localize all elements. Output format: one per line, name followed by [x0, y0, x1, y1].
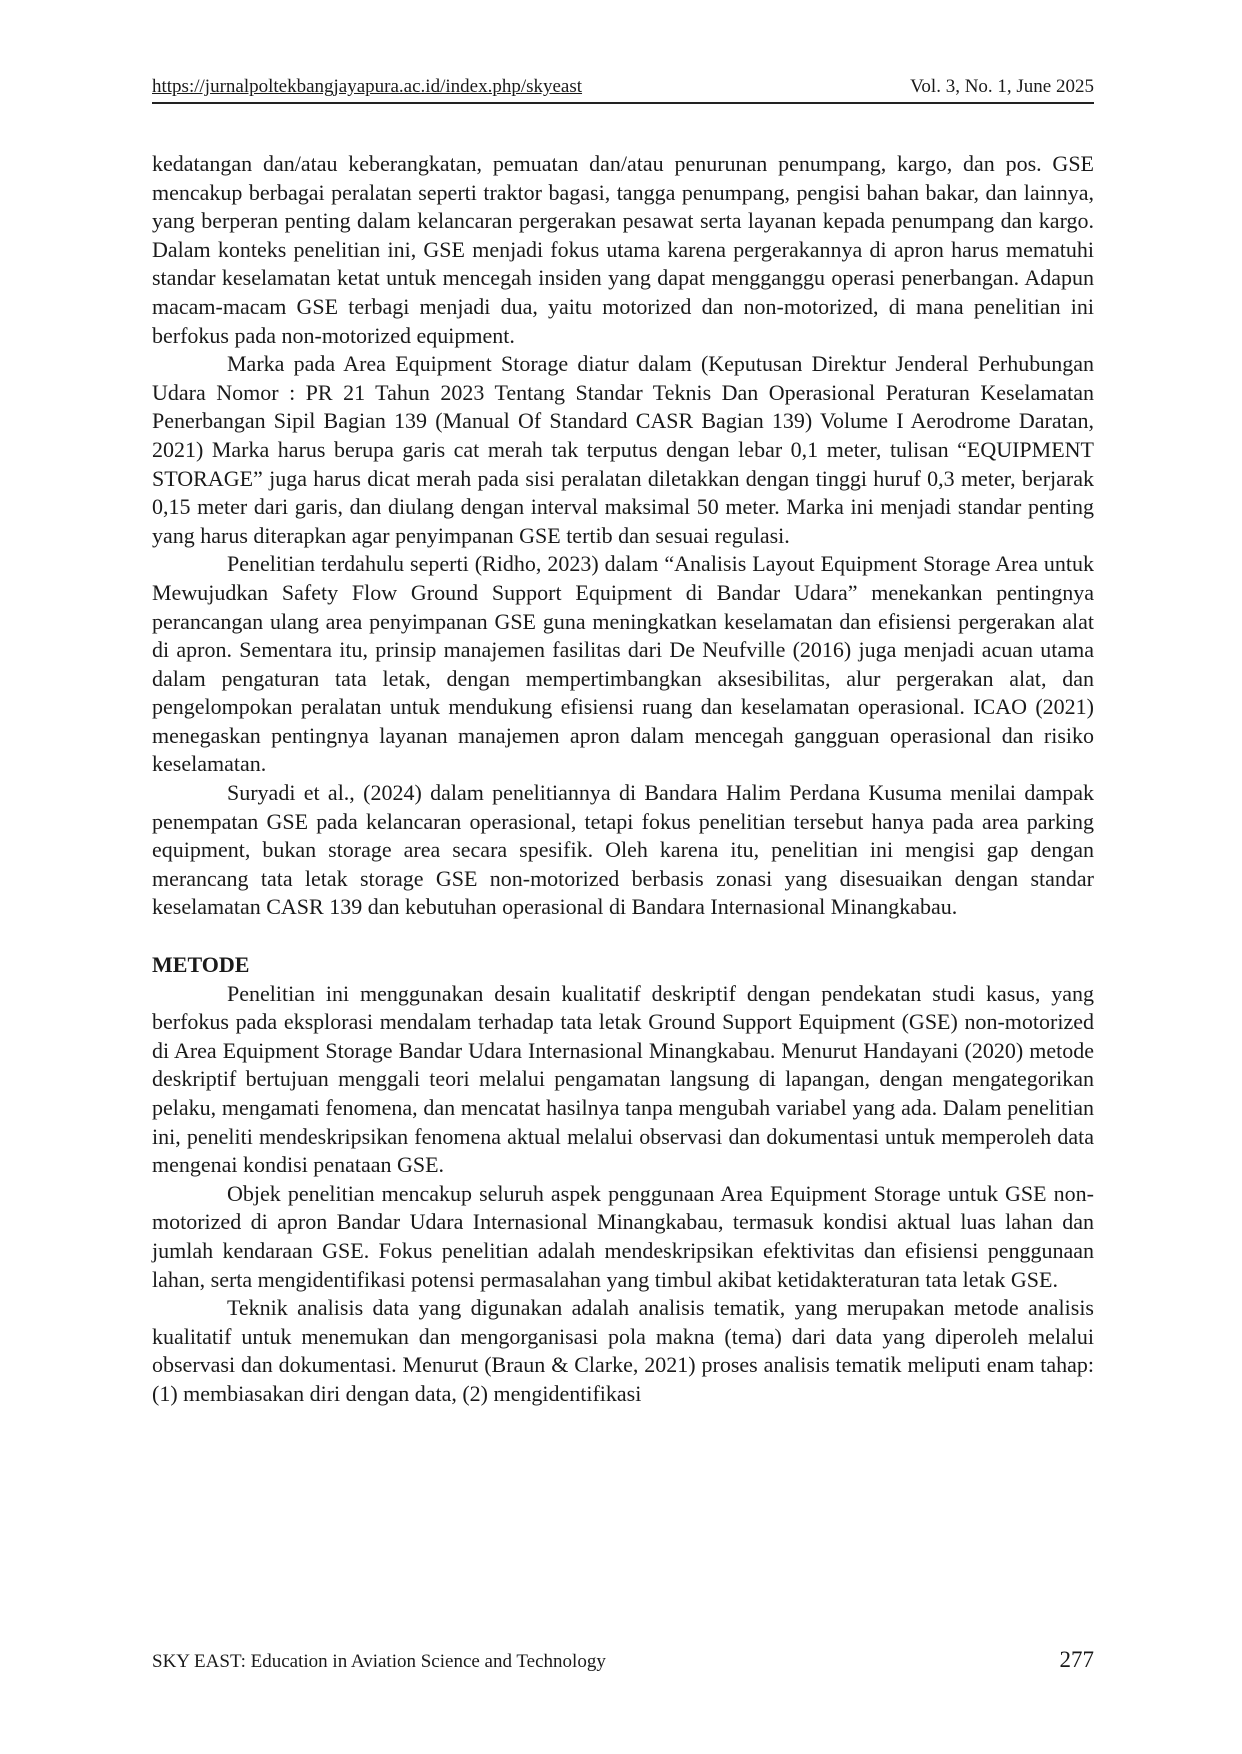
paragraph-4: Suryadi et al., (2024) dalam penelitiannya di Bandara Halim Perdana Kusuma menilai dampak penempatan GSE pada kelancaran operasional, tetapi fokus penelitian tersebut hanya pada area parking equipment, bukan storage area secara spesifik. Oleh karena itu, penelitian ini mengisi gap dengan merancang tata letak storage GSE non-motorized berbasis zonasi yang disesuaikan dengan standar keselamatan CASR 139 dan kebutuhan operasional di Bandara Internasional Minangkabau. [152, 780, 1094, 920]
page-header [152, 74, 1094, 104]
paragraph-3: Penelitian terdahulu seperti (Ridho, 2023) dalam “Analisis Layout Equipment Storage Area untuk Mewujudkan Safety Flow Ground Support Equipment di Bandar Udara” menekankan pentingnya perancangan ulang area penyimpanan GSE guna meningkatkan keselamatan dan efisiensi pergerakan alat di apron. Sementara itu, prinsip manajemen fasilitas dari De Neufville (2016) juga menjadi acuan utama dalam pengaturan tata letak, dengan mempertimbangkan aksesibilitas, alur pergerakan alat, dan pengelompokan peralatan untuk mendukung efisiensi ruang dan keselamatan operasional. ICAO (2021) menegaskan pentingnya layanan manajemen apron dalam mencegah gangguan operasional dan risiko keselamatan. [152, 551, 1094, 777]
journal-name: SKY EAST: Education in Aviation Science and Technology [152, 1651, 606, 1672]
page-number: 277 [1059, 1647, 1094, 1672]
paragraph-2: Marka pada Area Equipment Storage diatur dalam (Keputusan Direktur Jenderal Perhubungan Udara Nomor : PR 21 Tahun 2023 Tentang Standar Teknis Dan Operasional Peraturan Keselamatan Penerbangan Sipil Bagian 139 (Manual Of Standard CASR Bagian 139) Volume I Aerodrome Daratan, 2021) Marka harus berupa garis cat merah tak terputus dengan lebar 0,1 meter, tulisan “EQUIPMENT STORAGE” juga harus dicat merah pada sisi peralatan diletakkan dengan tinggi huruf 0,3 meter, berjarak 0,15 meter dari garis, dan diulang dengan interval maksimal 50 meter. Marka ini menjadi standar penting yang harus diterapkan agar penyimpanan GSE tertib dan sesuai regulasi. [152, 351, 1094, 548]
paragraph-6: Objek penelitian mencakup seluruh aspek penggunaan Area Equipment Storage untuk GSE non-motorized di apron Bandar Udara Internasional Minangkabau, termasuk kondisi aktual luas lahan dan jumlah kendaraan GSE. Fokus penelitian adalah mendeskripsikan efektivitas dan efisiensi penggunaan lahan, serta mengidentifikasi potensi permasalahan yang timbul akibat ketidakteraturan tata letak GSE. [152, 1180, 1094, 1292]
section-title-metode: METODE [152, 952, 250, 978]
paragraph-5: Penelitian ini menggunakan desain kualitatif deskriptif dengan pendekatan studi kasus, yang berfokus pada eksplorasi mendalam terhadap tata letak Ground Support Equipment (GSE) non-motorized di Area Equipment Storage Bandar Udara Internasional Minangkabau. Menurut Handayani (2020) metode deskriptif bertujuan menggali teori melalui pengamatan langsung di lapangan, dengan mengategorikan pelaku, mengamati fenomena, dan mencatat hasilnya tanpa mengubah variabel yang ada. Dalam penelitian ini, peneliti mendeskripsikan fenomena aktual melalui observasi dan dokumentasi untuk memperoleh data mengenai kondisi penataan GSE. [152, 980, 1094, 1178]
article-body [152, 150, 1094, 1409]
volume-info: Vol. 3, No. 1, June 2025 [910, 76, 1094, 97]
journal-url-link[interactable]: https://jurnalpoltekbangjayapura.ac.id/index.php/skyeast [152, 76, 583, 97]
paragraph-7: Teknik analisis data yang digunakan adalah analisis tematik, yang merupakan metode analisis kualitatif untuk menemukan dan mengorganisasi pola makna (tema) dari data yang diperoleh melalui observasi dan dokumentasi. Menurut (Braun & Clarke, 2021) proses analisis tematik meliputi enam tahap: (1) membiasakan diri dengan data, (2) mengidentifikasi [152, 1295, 1094, 1406]
paragraph-1: kedatangan dan/atau keberangkatan, pemuatan dan/atau penurunan penumpang, kargo, dan pos. GSE mencakup berbagai peralatan seperti traktor bagasi, tangga penumpang, pengisi bahan bakar, dan lainnya, yang berperan penting dalam kelancaran pergerakan pesawat serta layanan kepada penumpang dan kargo. Dalam konteks penelitian ini, GSE menjadi fokus utama karena pergerakannya di apron harus mematuhi standar keselamatan ketat untuk mencegah insiden yang dapat mengganggu operasi penerbangan. Adapun macam-macam GSE terbagi menjadi dua, yaitu motorized dan non-motorized, di mana penelitian ini berfokus pada non-motorized equipment. [152, 151, 1094, 348]
